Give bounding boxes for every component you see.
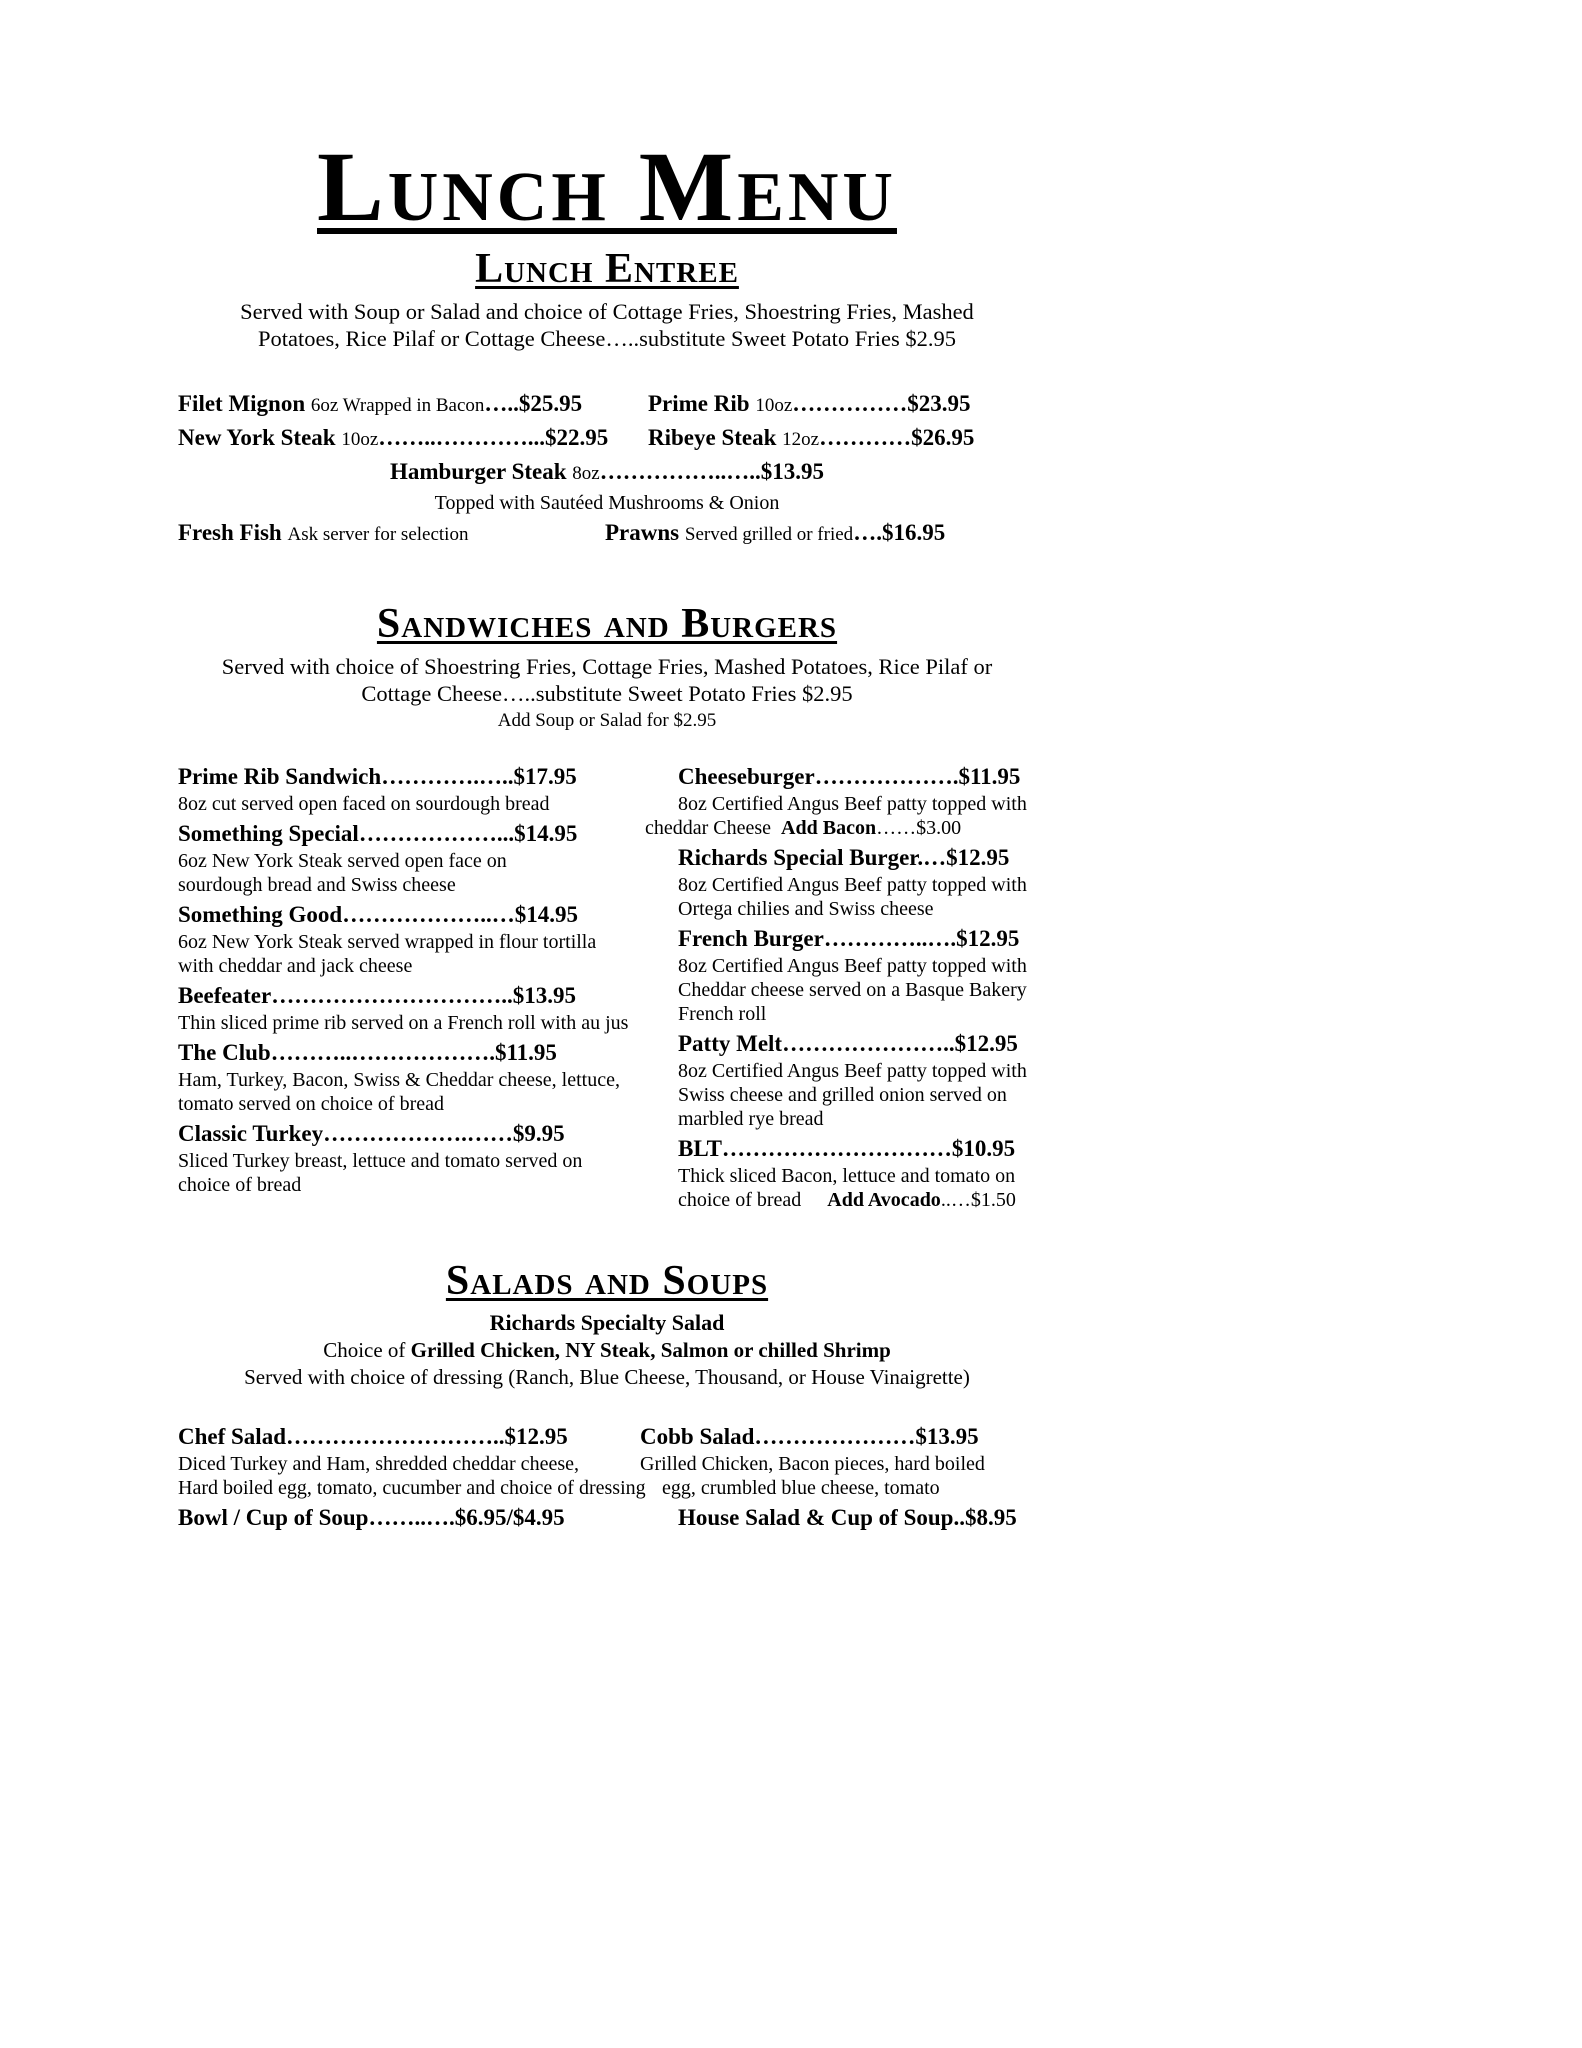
item-name: Patty Melt (678, 1031, 783, 1057)
menu-item-cheeseburger (645, 762, 1036, 840)
item-desc: marbled rye bread (678, 1108, 824, 1131)
item-price: $9.95 (512, 1121, 565, 1147)
dot-leader: …… (876, 817, 917, 840)
dot-leader: ……………..….. (599, 459, 761, 485)
item-name: BLT (678, 1136, 722, 1162)
item-desc-addon-line (645, 816, 1036, 840)
dot-leader: ………..………………. (270, 1040, 495, 1066)
item-desc: Cheddar cheese served on a Basque Bakery (678, 979, 1027, 1002)
menu-item-soup (178, 1503, 683, 1533)
dot-leader: .. (953, 1504, 965, 1530)
menu-item-cobb-salad (640, 1422, 1036, 1452)
menu-item-classic-turkey (178, 1119, 645, 1197)
item-desc: 10oz (341, 429, 379, 451)
item-name-line (178, 1119, 645, 1149)
item-desc: choice of bread (678, 1189, 802, 1212)
addon-price: $3.00 (916, 817, 962, 840)
item-price: $6.95/$4.95 (454, 1504, 565, 1530)
dot-leader: ………………….. (782, 1031, 955, 1057)
item-price: $23.95 (907, 391, 971, 417)
sandwiches-note: Add Soup or Salad for $2.95 (497, 710, 717, 732)
item-price: $13.95 (760, 459, 824, 485)
item-desc: Diced Turkey and Ham, shredded cheddar cheese, (178, 1452, 579, 1475)
item-price: $14.95 (514, 902, 578, 928)
item-name-line (178, 819, 645, 849)
dot-leader: …………… (792, 391, 908, 417)
item-price: $12.95 (946, 845, 1010, 871)
salads-dressing-note: Served with choice of dressing (Ranch, Blue Cheese, Thousand, or House Vinaigrette) (244, 1364, 970, 1389)
addon-label: Add Avocado (827, 1189, 941, 1212)
item-name: French Burger (678, 926, 824, 952)
dot-leader: ………….….. (381, 764, 514, 790)
menu-item-prawns (605, 517, 1036, 551)
dot-leader: ………………... (358, 821, 515, 847)
item-name: House Salad & Cup of Soup (678, 1504, 954, 1530)
menu-item-richards-special-burger (678, 843, 1036, 921)
page-title: Lunch Menu (317, 131, 897, 242)
section-lunch-entree (178, 246, 1036, 551)
menu-item-prime-rib-sandwich (178, 762, 645, 816)
item-price: $10.95 (951, 1136, 1016, 1162)
item-desc-addon-line (678, 1188, 1036, 1212)
menu-item-ribeye-steak (648, 422, 1036, 456)
item-price: $11.95 (958, 764, 1021, 790)
dot-leader: ………………… (754, 1423, 916, 1449)
choice-prefix: Choice of (323, 1337, 411, 1362)
item-desc: choice of bread (178, 1174, 302, 1197)
item-price: $12.95 (504, 1423, 568, 1449)
item-price: $17.95 (513, 764, 577, 790)
menu-item-new-york-steak (178, 422, 648, 456)
sandwiches-right-column (645, 759, 1036, 1212)
item-name: The Club (178, 1040, 271, 1066)
item-desc: tomato served on choice of bread (178, 1093, 445, 1116)
salads-columns (178, 1419, 1036, 1589)
item-desc: Swiss cheese and grilled onion served on (678, 1084, 1007, 1107)
menu-row (178, 422, 1036, 456)
item-desc: 8oz Certified Angus Beef patty topped with (678, 793, 1027, 816)
item-price: $26.95 (911, 425, 975, 451)
item-desc: cheddar Cheese (645, 817, 772, 840)
menu-item-the-club (178, 1038, 645, 1116)
dot-leader: ….. (484, 391, 519, 417)
menu-item-prime-rib (648, 388, 1036, 422)
item-desc: with cheddar and jack cheese (178, 955, 413, 978)
item-desc: Served grilled or fried (684, 524, 854, 546)
item-price: $12.95 (954, 1031, 1018, 1057)
menu-item-something-special (178, 819, 645, 897)
item-name-line (178, 981, 645, 1011)
item-price: $14.95 (514, 821, 578, 847)
dot-leader: …………..…. (823, 926, 957, 952)
item-name: Fresh Fish (178, 520, 282, 546)
dot-leader: ……………………….. (286, 1423, 505, 1449)
sandwiches-left-column (178, 759, 645, 1212)
item-price: $22.95 (545, 425, 609, 451)
item-desc: 8oz Certified Angus Beef patty topped with (678, 874, 1027, 897)
menu-item-chef-salad (178, 1422, 683, 1452)
item-name-line (178, 762, 645, 792)
entree-list (178, 388, 1036, 551)
menu-row (178, 517, 1036, 551)
item-name: Beefeater (178, 983, 272, 1009)
dot-leader: ..… (940, 1189, 971, 1212)
item-name: Prime Rib Sandwich (178, 764, 382, 790)
entree-intro-line: Served with Soup or Salad and choice of Cottage Fries, Shoestring Fries, Mashed (240, 299, 974, 325)
salads-subtitle: Richards Specialty Salad (489, 1309, 725, 1335)
item-desc: Grilled Chicken, Bacon pieces, hard boiled (640, 1452, 985, 1475)
dot-leader: ………… (819, 425, 912, 451)
item-name-line (678, 924, 1036, 954)
item-desc: Hard boiled egg, tomato, cucumber and choice of dressing (178, 1476, 646, 1499)
item-name-line (178, 900, 645, 930)
item-desc: 6oz Wrapped in Bacon (310, 395, 485, 417)
menu-item-fresh-fish (178, 517, 605, 551)
menu-item-hamburger-steak (178, 456, 1036, 490)
menu-item-blt (678, 1134, 1036, 1212)
item-desc: Thick sliced Bacon, lettuce and tomato on (678, 1165, 1016, 1188)
item-desc: 10oz (755, 395, 793, 417)
item-name: Prime Rib (648, 391, 750, 417)
item-desc: 8oz Certified Angus Beef patty topped with (678, 1060, 1027, 1083)
dot-leader: ………………..… (342, 902, 515, 928)
menu-item-beefeater (178, 981, 645, 1035)
item-price: $25.95 (518, 391, 583, 417)
dot-leader: ……..…. (368, 1504, 455, 1530)
entree-intro-line: Potatoes, Rice Pilaf or Cottage Cheese…..substitute Sweet Potato Fries $2.95 (257, 326, 957, 352)
item-price: $13.95 (512, 983, 576, 1009)
item-name: Classic Turkey (178, 1121, 324, 1147)
item-name: Hamburger Steak (390, 459, 567, 485)
entree-heading: Lunch Entree (475, 246, 739, 292)
sandwiches-intro (178, 653, 1036, 707)
salads-left-column (178, 1419, 683, 1533)
entree-intro (178, 298, 1036, 352)
item-desc: French roll (678, 1003, 767, 1026)
item-name: New York Steak (178, 425, 336, 451)
item-price: $16.95 (881, 520, 946, 546)
item-desc: 8oz cut served open faced on sourdough bread (178, 793, 550, 816)
item-price: $8.95 (964, 1504, 1017, 1530)
dot-leader: ………………. (814, 764, 959, 790)
salads-right-column (640, 1419, 1036, 1533)
item-name: Bowl / Cup of Soup (178, 1504, 369, 1530)
item-price: $12.95 (956, 926, 1020, 952)
item-desc: 6oz New York Steak served open face on (178, 850, 507, 873)
item-name-line (678, 762, 1036, 792)
item-desc: 8oz (572, 463, 600, 485)
item-name: Filet Mignon (178, 391, 306, 417)
menu-item-patty-melt (678, 1029, 1036, 1131)
choice-options: Grilled Chicken, NY Steak, Salmon or chilled Shrimp (410, 1337, 891, 1362)
item-name: Something Special (178, 821, 359, 847)
menu-content (178, 0, 1036, 1589)
item-desc: 6oz New York Steak served wrapped in flour tortilla (178, 931, 597, 954)
hamburger-steak-note: Topped with Sautéed Mushrooms & Onion (434, 492, 780, 515)
item-desc: 8oz Certified Angus Beef patty topped with (678, 955, 1027, 978)
item-price: $11.95 (494, 1040, 557, 1066)
menu-row (178, 388, 1036, 422)
dot-leader: ……………….…… (323, 1121, 513, 1147)
item-name-line (678, 1134, 1036, 1164)
menu-item-french-burger (678, 924, 1036, 1026)
item-name: Prawns (605, 520, 680, 546)
sandwiches-intro-line: Served with choice of Shoestring Fries, Cottage Fries, Mashed Potatoes, Rice Pilaf or (221, 654, 993, 680)
item-name-line (678, 1029, 1036, 1059)
item-name: Ribeye Steak (648, 425, 777, 451)
section-salads-soups (178, 1258, 1036, 1588)
addon-label: Add Bacon (781, 817, 877, 840)
item-desc: sourdough bread and Swiss cheese (178, 874, 456, 897)
item-desc: Sliced Turkey breast, lettuce and tomato served on (178, 1150, 583, 1173)
menu-item-something-good (178, 900, 645, 978)
dot-leader: …. (853, 520, 882, 546)
addon-price: $1.50 (970, 1189, 1016, 1212)
sandwiches-heading: Sandwiches and Burgers (376, 601, 838, 648)
item-price: $13.95 (915, 1423, 979, 1449)
sandwiches-columns (178, 759, 1036, 1212)
item-desc: egg, crumbled blue cheese, tomato (662, 1476, 940, 1499)
item-name: Richards Special Burger (678, 845, 918, 871)
dot-leader: ……..…………... (378, 425, 546, 451)
item-desc: 12oz (782, 429, 820, 451)
dot-leader: ………………………….. (271, 983, 513, 1009)
menu-item-filet-mignon (178, 388, 648, 422)
item-desc: Ask server for selection (287, 524, 469, 546)
sandwiches-intro-line: Cottage Cheese…..substitute Sweet Potato Fries $2.95 (361, 681, 853, 707)
item-name: Cobb Salad (640, 1423, 755, 1449)
item-desc: Ham, Turkey, Bacon, Swiss & Cheddar cheese, lettuce, (178, 1069, 620, 1092)
section-sandwiches-burgers (178, 601, 1036, 1212)
item-desc: Thin sliced prime rib served on a French roll with au jus (178, 1012, 629, 1035)
salads-choice-line (178, 1337, 1036, 1364)
item-name: Something Good (178, 902, 343, 928)
item-desc: Ortega chilies and Swiss cheese (678, 898, 934, 921)
menu-item-house-salad-soup (640, 1503, 1036, 1533)
item-name-line (678, 843, 1036, 873)
item-name: Cheeseburger (678, 764, 815, 790)
item-name-line (178, 1038, 645, 1068)
dot-leader: ………………………… (721, 1136, 952, 1162)
item-name: Chef Salad (178, 1423, 286, 1449)
dot-leader: .… (917, 845, 947, 871)
salads-heading: Salads and Soups (445, 1258, 769, 1305)
